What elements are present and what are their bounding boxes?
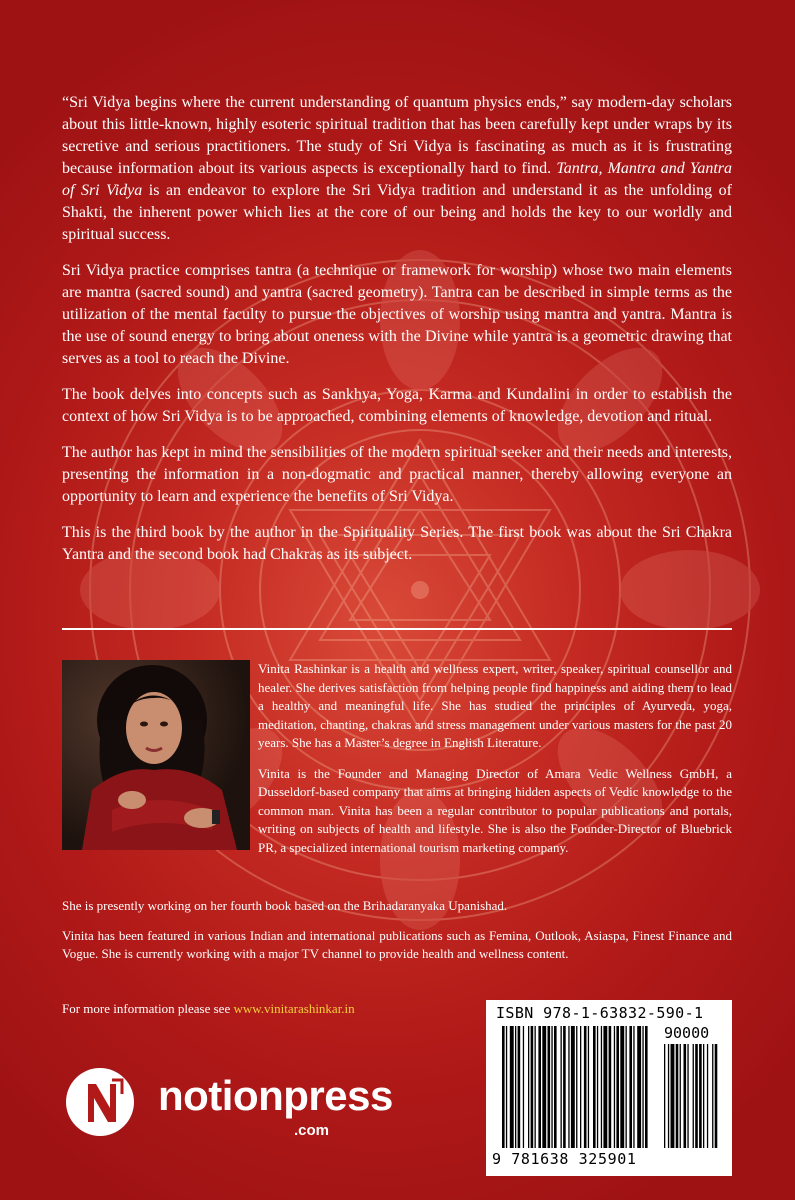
barcode-bar <box>680 1044 681 1148</box>
book-title-italic: Tantra, Mantra and Yantra of Sri Vidya <box>62 160 733 199</box>
barcode-bar <box>601 1026 602 1148</box>
barcode-bar <box>571 1026 575 1148</box>
more-info-label: For more information please see <box>62 1001 234 1016</box>
barcode-bar <box>548 1026 551 1148</box>
book-description <box>62 92 732 580</box>
barcode-bar <box>580 1026 581 1148</box>
barcode-bar <box>715 1044 718 1148</box>
publisher-domain-suffix: .com <box>294 1122 330 1139</box>
barcode-bar <box>523 1026 524 1148</box>
barcode-bar <box>668 1044 669 1148</box>
author-bio-paragraph-3: She is presently working on her fourth book based on the Brihadaranyaka Upanishad. <box>62 898 508 913</box>
barcode-bar <box>676 1044 679 1148</box>
author-website-link[interactable]: www.vinitarashinkar.in <box>233 1001 355 1016</box>
barcode-bar <box>563 1026 566 1148</box>
author-bio-paragraph-1: Vinita Rashinkar is a health and wellness expert, writer, speaker, spiritual counsellor and healer. She derives satisfaction from helping people find happiness and aiding them to lead a healthy and meaningful life. She has studied the principles of Ayurveda, yoga, meditation, chanting, chakras and stress management under various masters for the past 20 years. She has a Master’s degree in English Literature. <box>258 661 732 750</box>
more-info-line <box>62 1001 355 1017</box>
barcode-bar <box>584 1026 587 1148</box>
ean-digits: 9 781638 325901 <box>492 1150 637 1168</box>
barcode-bar <box>693 1044 694 1148</box>
isbn-label: ISBN 978-1-63832-590-1 <box>496 1004 704 1022</box>
publisher-logo <box>62 1060 393 1140</box>
author-bio-paragraph-4: Vinita has been featured in various Indian and international publications such as Femina, Outlook, Asiaspa, Finest Finance and Vogue. She is currently working with a major TV channel to provide health and wellness content. <box>62 927 732 961</box>
description-paragraph-5: This is the third book by the author in the Spirituality Series. The first book was about the Sri Chakra Yantra and the second book had Chakras as its subject. <box>62 524 732 563</box>
price-code: 90000 <box>664 1024 710 1042</box>
barcode-bar <box>616 1026 619 1148</box>
barcode-bar <box>633 1026 634 1148</box>
barcode-bar <box>703 1044 704 1148</box>
barcode-bar <box>593 1026 596 1148</box>
barcode-bar <box>712 1044 713 1148</box>
description-paragraph-2: Sri Vidya practice comprises tantra (a technique or framework for worship) whose two main elements are mantra (sacred sound) and yantra (sacred geometry). Tantra can be described in simple terms as the utilization of the mental faculty to pursue the objectives of worship using mantra and yantra. Mantra is the use of sound energy to bring about oneness with the Divine while yantra is a geometric drawing that serves as a tool to reach the Divine. <box>62 262 732 367</box>
publisher-name: notionpress <box>158 1072 393 1119</box>
isbn-barcode <box>486 1000 732 1176</box>
barcode-bar <box>568 1026 569 1148</box>
barcode-bar <box>535 1026 536 1148</box>
notionpress-n-icon <box>62 1064 148 1144</box>
description-paragraph-3: The book delves into concepts such as Sankhya, Yoga, Karma and Kundalini in order to establish the context of how Sri Vidya is to be approached, combining elements of knowledge, devotion and ritual. <box>62 386 732 425</box>
author-bio <box>62 660 732 869</box>
barcode-bar <box>609 1026 612 1148</box>
barcode-bar <box>671 1044 675 1148</box>
barcode-bar <box>518 1026 521 1148</box>
barcode-bar <box>603 1026 607 1148</box>
divider-line <box>62 628 732 630</box>
barcode-bar <box>637 1026 641 1148</box>
barcode-bar <box>551 1026 552 1148</box>
barcode-bar <box>528 1026 529 1148</box>
barcode-bar <box>531 1026 534 1148</box>
barcode-bar <box>695 1044 698 1148</box>
barcode-bar <box>561 1026 562 1148</box>
barcode-bar <box>515 1026 516 1148</box>
barcode-bar <box>684 1044 687 1148</box>
description-paragraph-4: The author has kept in mind the sensibilities of the modern spiritual seeker and their needs and interests, presenting the information in a non-dogmatic and practical manner, thereby allowing everyone an opportunity to learn and experience the benefits of Sri Vidya. <box>62 444 732 505</box>
barcode-bar <box>510 1026 514 1148</box>
barcode-bar <box>614 1026 615 1148</box>
barcode-bar <box>629 1026 632 1148</box>
barcode-bar <box>645 1026 648 1148</box>
barcode-bar <box>687 1044 688 1148</box>
barcode-bar <box>506 1026 507 1148</box>
barcode-bar <box>502 1026 505 1148</box>
author-bio-paragraph-2: Vinita is the Founder and Managing Director of Amara Vedic Wellness GmbH, a Dusseldorf-based company that aims at bringing hidden aspects of Vedic knowledge to the common man. Vinita has been a regular contributor to popular publications and portals, writing on subjects of health and lifestyle. She is also the Founder-Director of Bluebrick PR, a specialized international tourism marketing company. <box>258 765 732 855</box>
description-paragraph-1: “Sri Vidya begins where the current understanding of quantum physics ends,” say modern-day scholars about this little-known, highly esoteric spiritual tradition that has been carefully kept under wraps by its secretive and serious practitioners. The study of Sri Vidya is fascinating as much as it is frustrating because information about its various aspects is exceptionally hard to find. Tantra, Mantra and Yantra of Sri Vidya is an endeavor to explore the Sri Vidya tradition and understand it as the unfolding of Shakti, the inherent power which lies at the core of our being and holds the key to our worldly and spiritual success. <box>62 94 733 243</box>
barcode-bar <box>626 1026 627 1148</box>
author-bio-lower <box>62 897 732 975</box>
photo-float-spacer <box>62 660 258 854</box>
barcode-bar <box>642 1026 643 1148</box>
barcode-bar <box>620 1026 624 1148</box>
barcode-bar <box>699 1044 702 1148</box>
barcode-bar <box>542 1026 546 1148</box>
barcode-bar <box>538 1026 541 1148</box>
barcode-bar <box>664 1044 665 1148</box>
barcode-bar <box>554 1026 557 1148</box>
barcode-bar <box>588 1026 589 1148</box>
barcode-bar <box>576 1026 577 1148</box>
barcode-bar <box>597 1026 598 1148</box>
barcode-bar <box>707 1044 708 1148</box>
